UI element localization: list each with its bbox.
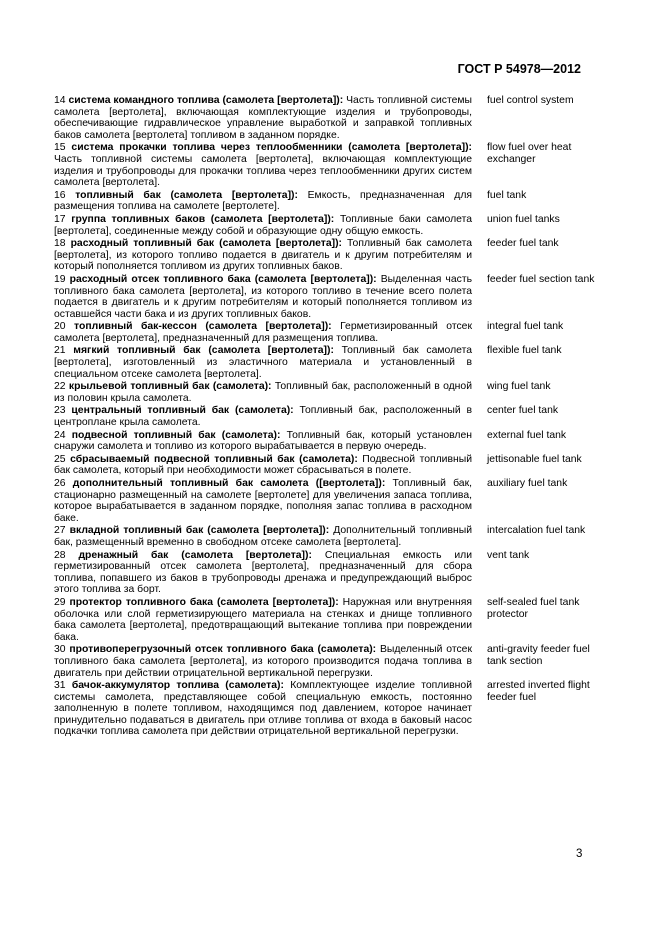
term-name: подвесной топливный бак (самолета):	[71, 429, 281, 441]
term-name: сбрасываемый подвесной топливный бак (самолета):	[70, 453, 358, 465]
term-entry	[54, 190, 599, 213]
term-name: топливный бак-кессон (самолета [вертолета]):	[74, 321, 332, 333]
term-number: 18	[54, 238, 66, 250]
term-name: центральный топливный бак (самолета):	[71, 405, 294, 417]
term-entry	[54, 680, 599, 738]
term-name: крыльевой топливный бак (самолета):	[68, 381, 272, 393]
term-number: 24	[54, 429, 66, 441]
term-definition: Выделенная часть топливного бака самолета [вертолета], из которого топливо в течение всего полета подается в двигатель и к другим потребителям и который пополняется топливом из оставшейся части бака и из других топливных баков.	[54, 273, 472, 320]
term-definition: Емкость, предназначенная для размещения топлива на самолете [вертолете].	[54, 189, 473, 213]
term-number: 23	[54, 405, 66, 417]
term-number: 29	[54, 596, 66, 608]
term-definition: Специальная емкость или герметизированный отсек самолета [вертолета], предназначенный для сбора топлива, попавшего из баков в трубопроводы дренажа и предупреждающий выброс этого топлива за борт.	[54, 549, 473, 596]
term-number: 14	[54, 95, 66, 106]
term-definition: Топливный бак, расположенный в центроплане крыла самолета.	[54, 405, 473, 429]
term-english: feeder fuel section tank	[487, 273, 595, 285]
term-number: 19	[54, 273, 66, 285]
term-english: union fuel tanks	[487, 213, 560, 225]
term-english: wing fuel tank	[487, 381, 551, 393]
term-definition: Комплектующее изделие топливной системы самолета, представляющее собой специальную емкость, постоянно заполненную в полете топливом, находящимся под давлением, которое начинает принудительно подаваться в двигатель при отливе топлива от входа в баковый насос подкачки топлива самолета при действии отрицательной вертикальной перегрузки.	[54, 680, 472, 738]
term-number: 15	[54, 142, 66, 154]
term-number: 21	[54, 345, 66, 357]
term-name: вкладной топливный бак (самолета [вертолета]):	[69, 525, 330, 537]
term-entry	[54, 95, 599, 141]
term-number: 17	[54, 213, 66, 225]
term-name: противоперегрузочный отсек топливного бака (самолета):	[69, 644, 377, 656]
term-entry	[54, 345, 599, 380]
term-number: 27	[54, 525, 66, 537]
term-number: 25	[54, 453, 66, 465]
term-english: arrested inverted flight feeder fuel	[487, 680, 590, 703]
term-english: vent tank	[487, 549, 530, 561]
term-name: дренажный бак (самолета [вертолета]):	[78, 549, 312, 561]
term-english: anti-gravity feeder fuel tank section	[487, 644, 590, 667]
term-number: 20	[54, 321, 66, 333]
term-entry	[54, 238, 599, 273]
term-entry	[54, 478, 599, 524]
term-definition: Топливный бак самолета [вертолета], из которого топливо подается в двигатель и к другим потребителям и который пополняется топливом из других топливных баков.	[54, 238, 472, 273]
term-english: auxiliary fuel tank	[487, 478, 568, 489]
term-number: 28	[54, 549, 66, 561]
term-entry	[54, 321, 599, 344]
term-english: jettisonable fuel tank	[487, 453, 582, 465]
term-entry	[54, 142, 599, 188]
term-entry	[54, 430, 599, 453]
term-entry	[54, 597, 599, 643]
term-name: группа топливных баков (самолета [вертолета]):	[71, 213, 335, 225]
term-definition: Топливный бак, стационарно размещенный на самолете [вертолете] для увеличения запаса топлива, которое вырабатывается в заданном порядке, пополняя запас топлива в расходном баке.	[54, 478, 473, 524]
term-entry	[54, 405, 599, 428]
term-definition: Подвесной топливный бак самолета, который при необходимости может сбрасываться в полете.	[54, 453, 473, 477]
term-name: система командного топлива (самолета [вертолета]):	[68, 95, 344, 106]
term-definition: Топливный бак, который установлен снаружи самолета и топливо из которого вырабатывается в первую очередь.	[54, 429, 473, 453]
term-name: топливный бак (самолета [вертолета]):	[75, 189, 298, 201]
term-definition: Часть топливной системы самолета [вертолета], включающая комплектующие изделия и трубопроводы, обеспечивающие гидравлическое управление выработкой и заправкой топливных баков самолета [вертолета] топливом в заданном порядке.	[54, 95, 473, 141]
page-header: ГОСТ Р 54978—2012	[457, 62, 581, 76]
term-english: integral fuel tank	[487, 321, 564, 333]
term-number: 26	[54, 478, 66, 489]
terms-list	[54, 95, 599, 739]
term-english: fuel control system	[487, 95, 574, 106]
term-number: 30	[54, 644, 66, 656]
term-entry	[54, 381, 599, 404]
term-english: self-sealed fuel tank protector	[487, 596, 580, 620]
term-entry	[54, 550, 599, 596]
term-english: flow fuel over heat exchanger	[487, 142, 572, 165]
term-definition: Часть топливной системы самолета [вертолета], включающая комплектующие изделия и трубопроводы для прокачки топлива через теплообменники других систем самолета [вертолета].	[54, 153, 472, 189]
term-number: 22	[54, 381, 66, 393]
term-definition: Топливные баки самолета [вертолета], соединенные между собой и образующие одну общую емкость.	[54, 213, 473, 237]
term-english: center fuel tank	[487, 405, 559, 417]
term-definition: Дополнительный топливный бак, размещенный временно в свободном отсеке самолета [вертолета].	[54, 525, 473, 548]
term-name: протектор топливного бака (самолета [вертолета]):	[69, 596, 339, 608]
term-entry	[54, 525, 599, 548]
term-definition: Наружная или внутренняя оболочка или слой герметизирующего материала на стенках и днище топливного бака самолета [вертолета], предотвращающий вытекание топлива при повреждении бака.	[54, 596, 472, 643]
term-name: мягкий топливный бак (самолета [вертолета]):	[73, 345, 334, 357]
term-name: дополнительный топливный бак самолета ([вертолета]):	[72, 478, 386, 489]
term-entry	[54, 454, 599, 477]
term-name: расходный топливный бак (самолета [вертолета]):	[70, 238, 342, 250]
term-english: flexible fuel tank	[487, 345, 562, 357]
term-english: fuel tank	[487, 189, 527, 201]
term-name: бачок-аккумулятор топлива (самолета):	[71, 680, 284, 692]
term-definition: Выделенный отсек топливного бака самолета [вертолета], из которого производится подача топлива в двигатель при действии отрицательной вертикальной перегрузки.	[54, 644, 472, 679]
term-entry	[54, 214, 599, 237]
term-english: external fuel tank	[487, 429, 567, 441]
term-definition: Герметизированный отсек самолета [вертолета], предназначенный для размещения топлива.	[54, 321, 472, 344]
term-english: intercalation fuel tank	[487, 525, 586, 537]
page-number: 3	[576, 848, 583, 860]
term-name: система прокачки топлива через теплообменники (самолета [вертолета]):	[71, 142, 472, 154]
term-entry	[54, 274, 599, 320]
term-number: 31	[54, 680, 66, 692]
term-definition: Топливный бак, расположенный в одной из половин крыла самолета.	[54, 381, 473, 404]
term-definition: Топливный бак самолета [вертолета], изготовленный из эластичного материала и установленный в специальном отсеке самолета [вертолета].	[54, 345, 473, 380]
term-english: feeder fuel tank	[487, 238, 559, 250]
term-number: 16	[54, 189, 66, 201]
term-entry	[54, 644, 599, 679]
term-name: расходный отсек топливного бака (самолета [вертолета]):	[69, 273, 377, 285]
